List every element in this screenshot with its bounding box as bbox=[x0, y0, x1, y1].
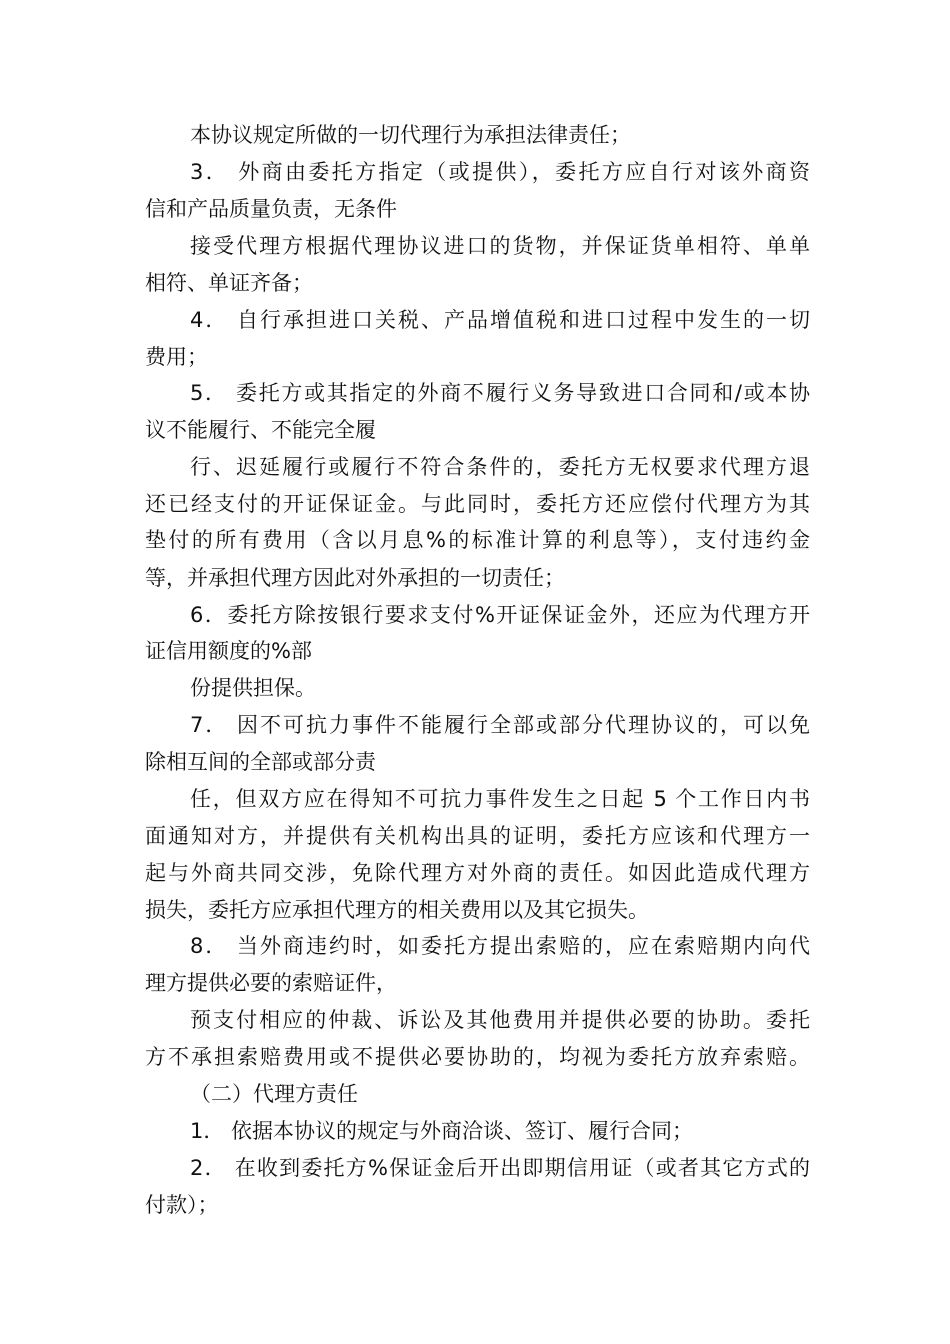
text-line: 费用； bbox=[145, 345, 208, 369]
text-line: 面通知对方，并提供有关机构出具的证明，委托方应该和代理方一 bbox=[145, 824, 810, 848]
text-line: 等，并承担代理方因此对外承担的一切责任； bbox=[145, 566, 565, 590]
text-line: 行、迟延履行或履行不符合条件的，委托方无权要求代理方退 bbox=[190, 455, 810, 479]
text-line: 任，但双方应在得知不可抗力事件发生之日起 5 个工作日内书 bbox=[190, 787, 810, 811]
text-line: 证信用额度的%部 bbox=[145, 639, 312, 663]
text-line: 垫付的所有费用（含以月息%的标准计算的利息等），支付违约金 bbox=[145, 528, 810, 552]
text-line: 付款）； bbox=[145, 1193, 219, 1217]
text-line: 3． 外商由委托方指定（或提供），委托方应自行对该外商资 bbox=[190, 160, 810, 184]
text-line: 8． 当外商违约时，如委托方提出索赔的，应在索赔期内向代 bbox=[190, 934, 810, 958]
text-line: 相符、单证齐备； bbox=[145, 271, 313, 295]
text-line: 损失，委托方应承担代理方的相关费用以及其它损失。 bbox=[145, 898, 649, 922]
text-line: 信和产品质量负责，无条件 bbox=[145, 197, 397, 221]
text-line: 6．委托方除按银行要求支付%开证保证金外，还应为代理方开 bbox=[190, 603, 810, 627]
text-line: 议不能履行、不能完全履 bbox=[145, 418, 376, 442]
text-line: 1． 依据本协议的规定与外商洽谈、签订、履行合同； bbox=[190, 1119, 694, 1143]
text-line: 理方提供必要的索赔证件， bbox=[145, 971, 397, 995]
text-line: 除相互间的全部或部分责 bbox=[145, 750, 376, 774]
text-line: 2． 在收到委托方%保证金后开出即期信用证（或者其它方式的 bbox=[190, 1156, 810, 1180]
text-line: 还已经支付的开证保证金。与此同时，委托方还应偿付代理方为其 bbox=[145, 492, 810, 516]
text-line: 起与外商共同交涉，免除代理方对外商的责任。如因此造成代理方 bbox=[145, 861, 810, 885]
text-line: 方不承担索赔费用或不提供必要协助的，均视为委托方放弃索赔。 bbox=[145, 1045, 810, 1069]
text-line: 份提供担保。 bbox=[190, 676, 316, 700]
text-line: 7． 因不可抗力事件不能履行全部或部分代理协议的，可以免 bbox=[190, 713, 810, 737]
text-line: 预支付相应的仲裁、诉讼及其他费用并提供必要的协助。委托 bbox=[190, 1008, 810, 1032]
text-line: 4． 自行承担进口关税、产品增值税和进口过程中发生的一切 bbox=[190, 308, 810, 332]
text-line: 5． 委托方或其指定的外商不履行义务导致进口合同和/或本协 bbox=[190, 381, 810, 405]
text-line: 接受代理方根据代理协议进口的货物，并保证货单相符、单单 bbox=[190, 234, 810, 258]
section-heading: （二）代理方责任 bbox=[190, 1082, 358, 1106]
text-line: 本协议规定所做的一切代理行为承担法律责任； bbox=[190, 123, 631, 147]
